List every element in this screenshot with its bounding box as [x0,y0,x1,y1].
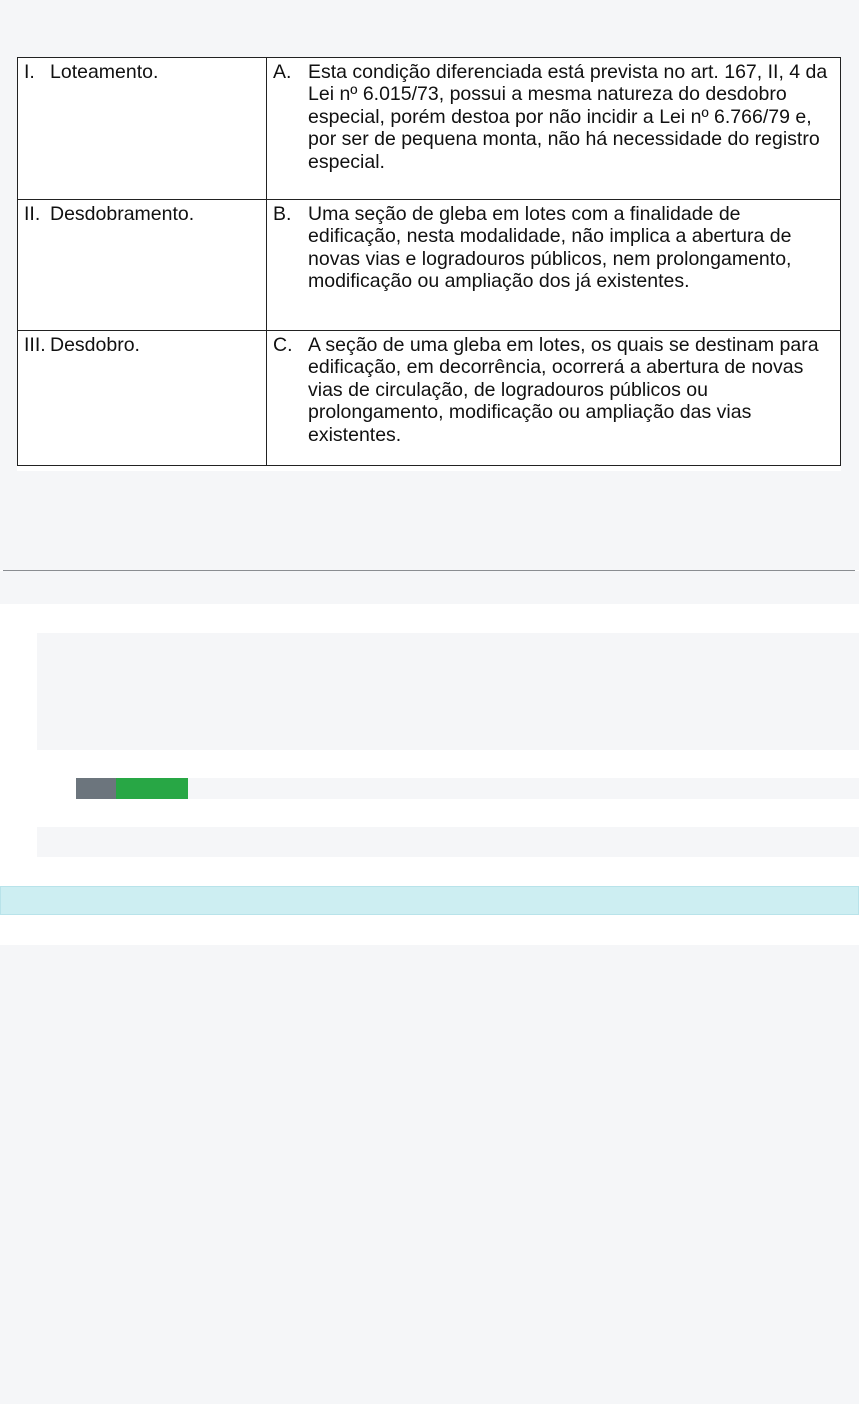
question-image-table [17,57,841,471]
definition-text: Esta condição diferenciada está prevista no art. 167, II, 4 da Lei nº 6.015/73, possui a mesma natureza do desdobro especial, porém destoa por não incidir a Lei nº 6.766/79 e, por ser de pequena monta, não há necessidade do registro especial. [308,61,828,173]
definition-cell [267,331,841,466]
answer-placeholder-line [37,827,859,857]
matching-table [17,57,841,466]
term-cell [18,200,267,331]
definition-letter: A. [273,61,292,83]
term-cell [18,331,267,466]
info-alert-bar [0,886,859,915]
term-number: II. [24,203,41,225]
answer-placeholder-block [37,633,859,750]
question-panel [0,0,859,488]
question-footer-area [0,488,859,570]
progress-segment-gray [76,778,116,799]
definition-cell [267,200,841,331]
term-label: Loteamento. [50,61,159,83]
definition-letter: C. [273,334,293,356]
definition-cell [267,58,841,200]
term-number: I. [24,61,35,83]
table-row [18,331,841,466]
content-placeholder-panel [0,945,859,1404]
definition-text: Uma seção de gleba em lotes com a finalidade de edificação, nesta modalidade, não implica a abertura de novas vias e logradouros públicos, nem prolongamento, modificação ou ampliação dos já existentes. [308,203,792,293]
definition-letter: B. [273,203,292,225]
definition-text: A seção de uma gleba em lotes, os quais se destinam para edificação, em decorrência, ocorrerá a abertura de novas vias de circulação, de logradouros públicos ou prolongamento, modificação ou ampliação das vias existentes. [308,334,819,446]
separator-area [0,571,859,604]
term-label: Desdobro. [50,334,140,356]
progress-segment-green [116,778,188,799]
table-row [18,58,841,200]
table-row [18,200,841,331]
term-number: III. [24,334,46,356]
term-label: Desdobramento. [50,203,195,225]
term-cell [18,58,267,200]
progress-bar [76,778,859,799]
